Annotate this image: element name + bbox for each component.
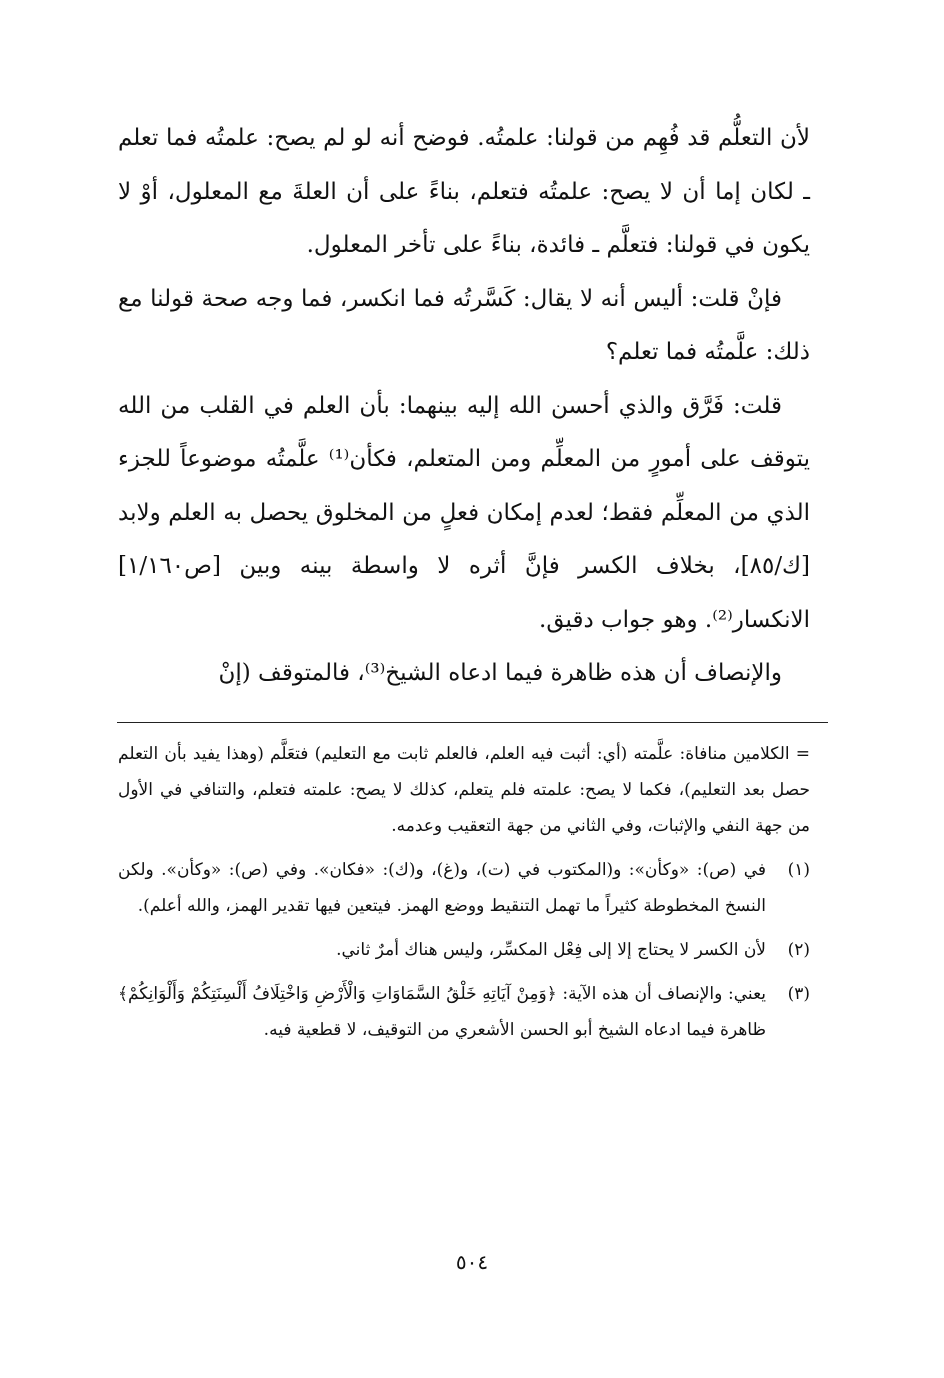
- footnote-item: [118, 932, 810, 968]
- paragraph-2: فإنْ قلت: أليس أنه لا يقال: كَسَّرتُه فما انكسر، فما وجه صحة قولنا مع ذلك: علَّمتُه فما تعلم؟: [118, 285, 810, 365]
- footnote-number: (١): [787, 860, 810, 880]
- footnotes-section: [118, 736, 810, 1056]
- paragraph-1: لأن التعلُّم قد فُهِم من قولنا: علمتُه. فوضح أنه لو لم يصح: علمتُه فما تعلم ـ لكان إما أن لا يصح: علمتُه فتعلم، بناءً على أن العلةَ مع المعلول، أوْ لا يكون في قولنا: فتعلَّم ـ فائدة، بناءً على تأخر المعلول.: [118, 125, 810, 258]
- footnote-item: [118, 852, 810, 924]
- footnote-item: [118, 976, 810, 1048]
- paragraph-4: والإنصاف أن هذه ظاهرة فيما ادعاه الشيخ⁽³⁾، فالمتوقف (إنْ: [218, 660, 782, 686]
- footnote-text: يعني: والإنصاف أن هذه الآية: ﴿وَمِنْ آيَاتِهِ خَلْقُ السَّمَاوَاتِ وَالْأَرْضِ وَاخْتِلَافُ أَلْسِنَتِكُمْ وَأَلْوَانِكُمْ﴾ ظاهرة فيما ادعاه الشيخ أبو الحسن الأشعري من التوقيف، لا قطعية فيه.: [118, 984, 766, 1040]
- main-text-body: [118, 112, 810, 701]
- page-number: ٥٠٤: [455, 1250, 489, 1274]
- footnote-number: (٢): [787, 940, 810, 960]
- footnote-text: لأن الكسر لا يحتاج إلا إلى فِعْل المكسِّر، وليس هناك أمرٌ ثاني.: [336, 940, 766, 960]
- footnote-number: (٣): [787, 984, 810, 1004]
- paragraph-3: قلت: فَرَّق والذي أحسن الله إليه بينهما: بأن العلم في القلب من الله يتوقف على أمورٍ من المعلِّم ومن المتعلم، فكأن⁽¹⁾ علَّمتُه موضوعاً للجزء الذي من المعلِّم فقط؛ لعدم إمكان فعلٍ من المخلوق يحصل به العلم ولابد [ك/٨٥]، بخلاف الكسر فإنَّ أثره لا واسطة بينه وبين [ص١/١٦٠] الانكسار⁽²⁾. وهو جواب دقيق.: [118, 392, 810, 633]
- footnote-text: في (ص): «وكأن»: و(المكتوب في (ت)، و(غ)، و(ك): «فكان». وفي (ص): «وكأن». ولكن النسخ المخطوطة كثيراً ما تهمل التنقيط ووضع الهمز. فيتعين فيها تقدير الهمز، والله أعلم).: [118, 860, 766, 916]
- footnote-separator: [117, 722, 828, 723]
- footnote-continuation: = الكلامين منافاة: علَّمته (أي: أثبت فيه العلم، فالعلم ثابت مع التعليم) فتعَلَّم (وهذا يفيد بأن التعلم حصل بعد التعليم)، فكما لا يصح: علمته فلم يتعلم، كذلك لا يصح: علمته فتعلم، والتنافي في الأول من جهة النفي والإثبات، وفي الثاني من جهة التعقيب وعدمه.: [118, 744, 810, 836]
